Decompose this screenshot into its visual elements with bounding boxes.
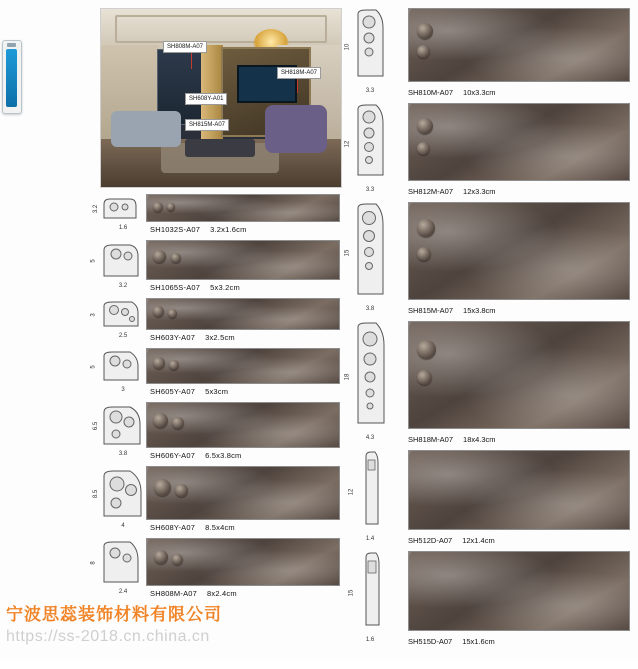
dim-horizontal: 1.4 xyxy=(365,536,375,542)
profile-icon xyxy=(100,540,146,586)
product-caption xyxy=(150,283,340,292)
profile-icon xyxy=(100,196,146,222)
product-size: 5x3cm xyxy=(205,387,229,396)
product-code: SH605Y-A07 xyxy=(150,387,196,396)
watermark-url: https://ss-2018.cn.china.cn xyxy=(6,628,210,645)
product-code: SH810M-A07 xyxy=(408,88,454,97)
profile-icon xyxy=(100,300,146,330)
marble-swatch xyxy=(146,348,340,384)
product-caption xyxy=(150,225,340,234)
dim-vertical: 15 xyxy=(348,589,355,596)
dim-vertical: 8.5 xyxy=(93,489,100,499)
product-caption xyxy=(408,187,630,196)
dim-vertical: 8 xyxy=(90,561,97,565)
marble-swatch xyxy=(146,240,340,280)
profile-icon xyxy=(350,8,390,80)
marble-swatch xyxy=(146,466,340,520)
product-caption xyxy=(408,536,630,545)
product-row xyxy=(344,103,630,196)
marble-swatch xyxy=(146,194,340,222)
marble-swatch xyxy=(146,402,340,448)
ceiling xyxy=(101,9,341,49)
profile-icon xyxy=(100,468,146,520)
product-size: 6.5x3.8cm xyxy=(205,451,242,460)
marble-swatch xyxy=(408,103,630,181)
slider-cap xyxy=(7,43,16,47)
profile-drawing xyxy=(90,242,146,289)
product-size: 3.2x1.6cm xyxy=(210,225,247,234)
product-size: 5x3.2cm xyxy=(210,283,240,292)
product-caption xyxy=(408,435,630,444)
coffee-table xyxy=(185,139,255,157)
product-row xyxy=(344,202,630,315)
dim-vertical: 5 xyxy=(90,365,97,369)
profile-icon xyxy=(100,242,146,280)
marble-swatch xyxy=(408,321,630,429)
product-size: 12x3.3cm xyxy=(463,187,496,196)
dim-horizontal: 4 xyxy=(121,523,125,529)
slider-fill xyxy=(6,49,17,107)
profile-drawing xyxy=(344,103,390,193)
product-caption xyxy=(150,387,340,396)
callout-leader xyxy=(191,51,192,69)
callout-leader xyxy=(297,77,298,93)
bottom-fade xyxy=(0,655,638,669)
product-code: SH603Y-A07 xyxy=(150,333,196,342)
dim-horizontal: 4.3 xyxy=(365,435,375,441)
dim-horizontal: 3 xyxy=(121,387,125,393)
dim-horizontal: 2.4 xyxy=(118,589,128,595)
dim-vertical: 12 xyxy=(348,488,355,495)
product-row xyxy=(344,8,630,97)
callout-sh818m: SH818M-A07 xyxy=(277,67,321,79)
product-code: SH815M-A07 xyxy=(408,306,454,315)
left-column xyxy=(90,8,340,598)
profile-drawing xyxy=(344,202,390,312)
product-size: 12x1.4cm xyxy=(462,536,495,545)
marble-swatch xyxy=(146,298,340,330)
profile-drawing xyxy=(344,8,390,94)
dim-vertical: 10 xyxy=(344,43,351,50)
profile-drawing xyxy=(90,350,146,393)
product-caption xyxy=(150,451,340,460)
product-size: 10x3.3cm xyxy=(463,88,496,97)
profile-icon xyxy=(350,103,390,179)
product-size: 8.5x4cm xyxy=(205,523,235,532)
marble-swatch xyxy=(408,8,630,82)
dim-horizontal: 3.8 xyxy=(118,451,128,457)
dim-horizontal: 3.2 xyxy=(118,283,128,289)
product-caption xyxy=(408,306,630,315)
callout-sh815m: SH815M-A07 xyxy=(185,119,229,131)
dim-horizontal: 1.6 xyxy=(365,637,375,643)
marble-swatch xyxy=(408,450,630,530)
watermark-company: 宁波思蕊装饰材料有限公司 xyxy=(6,605,222,624)
product-code: SH606Y-A07 xyxy=(150,451,196,460)
dim-horizontal: 3.8 xyxy=(365,306,375,312)
dim-horizontal: 2.5 xyxy=(118,333,128,339)
profile-icon xyxy=(350,202,390,298)
profile-drawing xyxy=(90,540,146,595)
dim-horizontal: 1.6 xyxy=(118,225,128,231)
profile-drawing xyxy=(90,300,146,339)
profile-drawing xyxy=(344,321,390,441)
dim-vertical: 6.5 xyxy=(93,421,100,431)
marble-swatch xyxy=(146,538,340,586)
dim-vertical: 15 xyxy=(344,249,351,256)
dim-vertical: 3.2 xyxy=(93,204,100,214)
product-caption xyxy=(150,589,340,598)
marble-swatch xyxy=(408,551,630,631)
profile-icon xyxy=(350,551,390,629)
product-size: 18x4.3cm xyxy=(463,435,496,444)
product-caption xyxy=(150,333,340,342)
profile-icon xyxy=(350,450,390,528)
sofa-left xyxy=(111,111,181,147)
dim-horizontal: 3.3 xyxy=(365,88,375,94)
callout-sh808m: SH808M-A07 xyxy=(163,41,207,53)
product-size: 15x1.6cm xyxy=(462,637,495,646)
scroll-slider[interactable] xyxy=(2,40,22,114)
profile-drawing xyxy=(93,468,146,529)
profile-drawing xyxy=(348,551,390,643)
product-size: 3x2.5cm xyxy=(205,333,235,342)
dim-vertical: 12 xyxy=(344,140,351,147)
dim-vertical: 18 xyxy=(344,373,351,380)
room-photo xyxy=(100,8,342,188)
product-code: SH808M-A07 xyxy=(150,589,198,598)
callout-sh608y: SH608Y-A01 xyxy=(185,93,227,105)
sofa-right xyxy=(265,105,327,153)
dim-horizontal: 3.3 xyxy=(365,187,375,193)
profile-icon xyxy=(100,350,146,384)
product-size: 15x3.8cm xyxy=(463,306,496,315)
profile-drawing xyxy=(93,404,146,457)
dim-vertical: 3 xyxy=(90,313,97,317)
product-row xyxy=(350,551,630,646)
product-code: SH512D-A07 xyxy=(408,536,453,545)
profile-icon xyxy=(350,321,390,427)
profile-icon xyxy=(100,404,146,448)
profile-drawing xyxy=(93,196,146,231)
product-row xyxy=(344,321,630,444)
product-caption xyxy=(408,637,630,646)
product-caption xyxy=(150,523,340,532)
product-code: SH812M-A07 xyxy=(408,187,454,196)
marble-swatch xyxy=(408,202,630,300)
product-code: SH608Y-A07 xyxy=(150,523,196,532)
right-column xyxy=(344,8,630,652)
product-code: SH515D-A07 xyxy=(408,637,453,646)
product-code: SH818M-A07 xyxy=(408,435,454,444)
dim-vertical: 5 xyxy=(90,259,97,263)
product-caption xyxy=(408,88,630,97)
product-row xyxy=(350,450,630,545)
product-code: SH1032S-A07 xyxy=(150,225,201,234)
product-size: 8x2.4cm xyxy=(207,589,237,598)
profile-drawing xyxy=(348,450,390,542)
product-code: SH1065S-A07 xyxy=(150,283,201,292)
